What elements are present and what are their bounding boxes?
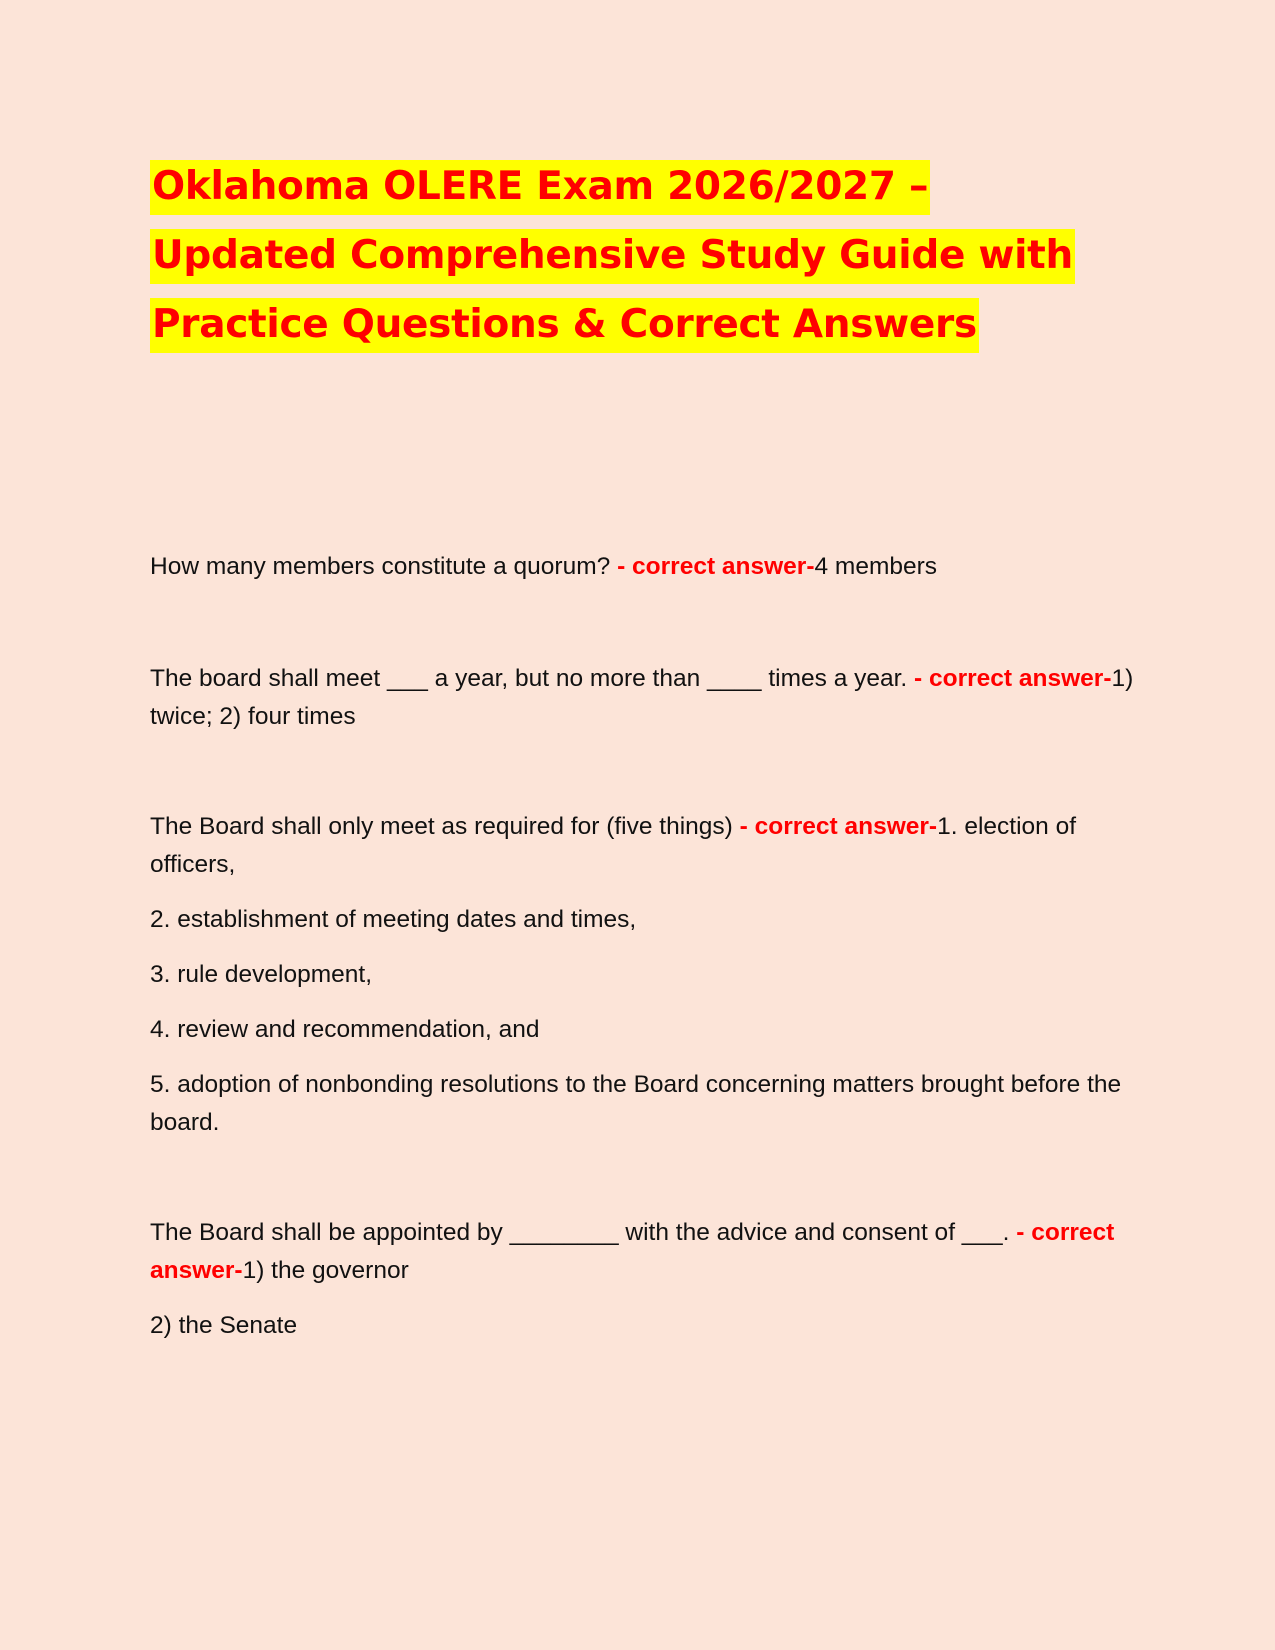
qa-item (150, 660, 1135, 736)
title-line-3: Practice Questions & Correct Answers (150, 298, 979, 353)
correct-answer-label: - correct answer- (150, 1219, 1115, 1284)
qa-question-paragraph (150, 808, 1135, 884)
document-title (150, 152, 1135, 359)
question-text: The Board shall be appointed by ________ with the advice and consent of ___. (150, 1219, 1017, 1246)
qa-list (150, 548, 1135, 1417)
answer-continuation: 2) the Senate (150, 1312, 298, 1339)
qa-question-paragraph (150, 548, 1135, 586)
qa-question-paragraph (150, 1214, 1135, 1290)
answer-text: 1) the governor (242, 1257, 409, 1284)
qa-item (150, 548, 1135, 586)
qa-item (150, 1214, 1135, 1345)
answer-continuation: 3. rule development, (150, 961, 372, 988)
qa-question-paragraph (150, 660, 1135, 736)
answer-continuation: 5. adoption of nonbonding resolutions to the Board concerning matters brought before the board. (150, 1071, 1122, 1136)
correct-answer-label: - correct answer- (914, 665, 1112, 692)
answer-continuation: 2. establishment of meeting dates and times, (150, 906, 637, 933)
correct-answer-label: - correct answer- (739, 813, 938, 840)
correct-answer-label: - correct answer- (617, 553, 815, 580)
question-text: How many members constitute a quorum? (150, 553, 618, 580)
title-line-2: Updated Comprehensive Study Guide with (150, 229, 1075, 284)
qa-item (150, 808, 1135, 1142)
answer-text: 4 members (814, 553, 938, 580)
answer-text: 1) twice; 2) four times (150, 665, 1134, 730)
title-line-1: Oklahoma OLERE Exam 2026/2027 – (150, 160, 930, 215)
answer-text: 1. election of officers, (150, 813, 1077, 878)
question-text: The board shall meet ___ a year, but no more than ____ times a year. (150, 665, 915, 692)
document-header (150, 152, 1135, 359)
answer-continuation: 4. review and recommendation, and (150, 1016, 540, 1043)
question-text: The Board shall only meet as required for (five things) (150, 813, 740, 840)
